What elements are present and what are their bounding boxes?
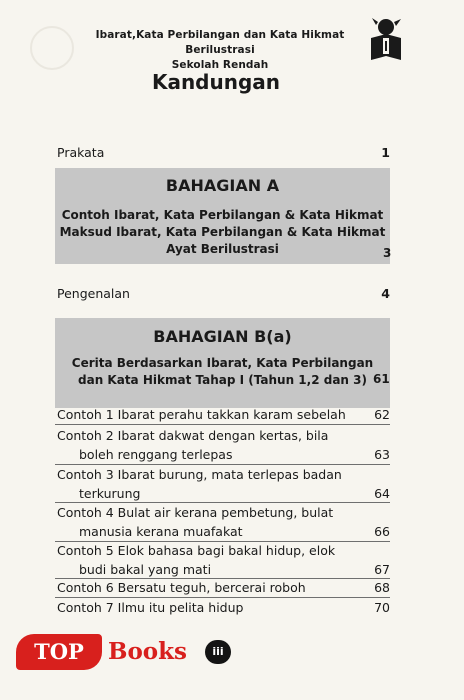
toc-page-number: 4 [381, 286, 390, 301]
toc-page-number: 1 [381, 145, 390, 160]
entry-page-number: 64 [374, 486, 390, 501]
page-title: Kandungan [151, 70, 281, 94]
toc-entry-contoh-2[interactable] [57, 426, 390, 464]
toc-entry-contoh-6[interactable] [57, 578, 390, 597]
entry-text: Contoh 7 Ilmu itu pelita hidup [57, 600, 244, 615]
toc-row-prakata[interactable] [57, 145, 390, 160]
entry-text: Contoh 3 Ibarat burung, mata terlepas badan [57, 467, 342, 482]
entry-page-number: 68 [374, 580, 390, 595]
topbooks-watermark [16, 632, 206, 672]
toc-entry-contoh-1[interactable] [57, 405, 390, 424]
toc-entry-contoh-4[interactable] [57, 503, 390, 541]
entry-page-number: 70 [374, 600, 390, 615]
entry-text: Contoh 1 Ibarat perahu takkan karam sebelah [57, 407, 346, 422]
section-box-bahagian-b[interactable] [55, 318, 390, 408]
entry-page-number: 62 [374, 407, 390, 422]
entry-text-cont: terkurung [79, 486, 141, 501]
watermark-books-text: Books [108, 638, 188, 665]
entry-text-cont: budi bakal yang mati [79, 562, 212, 577]
entry-text: Contoh 5 Elok bahasa bagi bakal hidup, elok [57, 543, 336, 558]
section-box-bahagian-a[interactable] [55, 168, 390, 264]
entry-page-number: 67 [374, 562, 390, 577]
reading-character-icon [363, 16, 409, 64]
section-line: Cerita Berdasarkan Ibarat, Kata Perbilangan [71, 356, 374, 370]
toc-row-pengenalan[interactable] [57, 286, 390, 301]
section-heading: BAHAGIAN A [165, 176, 280, 195]
section-line: Maksud Ibarat, Kata Perbilangan & Kata Hikmat [59, 225, 386, 239]
section-page-number: 61 [373, 372, 390, 386]
section-page-number: 3 [383, 246, 392, 260]
toc-entry-contoh-5[interactable] [57, 541, 390, 579]
toc-entry-contoh-7[interactable] [57, 598, 390, 617]
faded-logo-shadow [30, 26, 74, 70]
book-header [70, 28, 370, 73]
header-line-2: Sekolah Rendah [171, 59, 269, 71]
toc-entry-contoh-3[interactable] [57, 465, 390, 503]
entry-text-cont: boleh renggang terlepas [79, 447, 233, 462]
entry-text: Contoh 4 Bulat air kerana pembetung, bulat [57, 505, 334, 520]
entry-page-number: 66 [374, 524, 390, 539]
toc-label: Prakata [57, 145, 105, 160]
section-line: Ayat Berilustrasi [166, 242, 279, 256]
header-line-1: Ibarat,Kata Perbilangan dan Kata Hikmat Berilustrasi [95, 29, 345, 56]
watermark-top-badge: TOP [16, 634, 102, 670]
entry-text: Contoh 6 Bersatu teguh, bercerai roboh [57, 580, 306, 595]
section-heading: BAHAGIAN B(a) [153, 327, 292, 346]
entry-page-number: 63 [374, 447, 390, 462]
page-folio: iii [205, 640, 231, 664]
section-line: dan Kata Hikmat Tahap I (Tahun 1,2 dan 3) [78, 373, 367, 387]
section-line: Contoh Ibarat, Kata Perbilangan & Kata Hikmat [61, 208, 384, 222]
toc-label: Pengenalan [57, 286, 130, 301]
divider [55, 424, 390, 425]
entry-text-cont: manusia kerana muafakat [79, 524, 243, 539]
entry-text: Contoh 2 Ibarat dakwat dengan kertas, bila [57, 428, 329, 443]
